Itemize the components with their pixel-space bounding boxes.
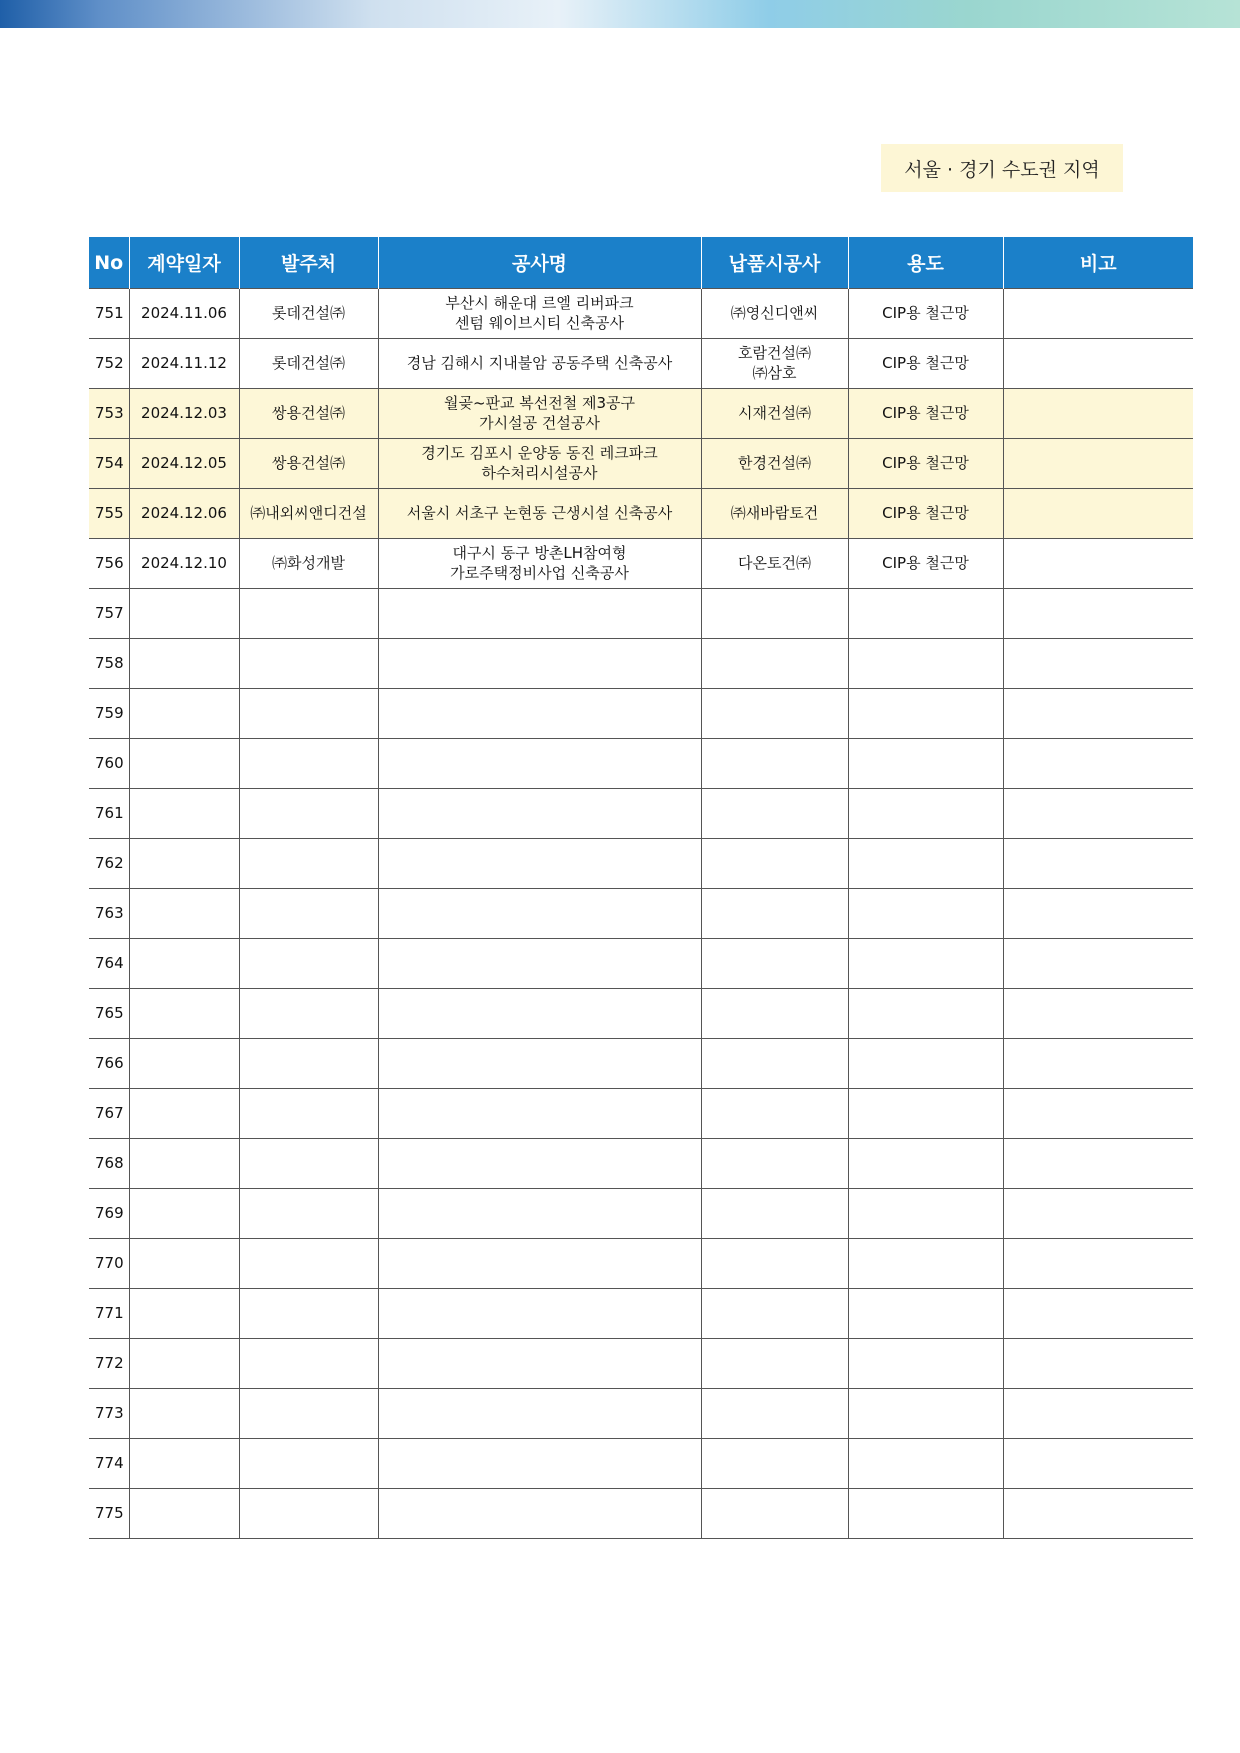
column-header-note: 비고 xyxy=(1003,237,1193,289)
cell-contractor-line: ㈜새바람토건 xyxy=(730,503,819,522)
cell-note xyxy=(1003,1239,1193,1289)
cell-date xyxy=(129,889,239,939)
cell-usage xyxy=(848,1189,1003,1239)
cell-no: 772 xyxy=(89,1339,129,1389)
cell-project xyxy=(378,639,701,689)
table-row xyxy=(89,639,1193,689)
header-gradient-band xyxy=(0,0,1240,28)
cell-contractor-line: 한경건설㈜ xyxy=(738,453,811,472)
cell-usage xyxy=(848,1439,1003,1489)
cell-no: 762 xyxy=(89,839,129,889)
cell-note xyxy=(1003,1439,1193,1489)
cell-contractor-line: ㈜영신디앤씨 xyxy=(730,303,819,322)
table-header-row xyxy=(89,237,1193,289)
cell-project xyxy=(378,1289,701,1339)
cell-project-line: 가시설공 건설공사 xyxy=(479,413,600,432)
cell-project-line: 부산시 해운대 르엘 리버파크 xyxy=(445,294,634,313)
cell-usage xyxy=(848,939,1003,989)
cell-project xyxy=(378,439,701,489)
cell-no: 767 xyxy=(89,1089,129,1139)
cell-project xyxy=(378,789,701,839)
cell-project xyxy=(378,1189,701,1239)
cell-project xyxy=(378,989,701,1039)
region-label: 서울 · 경기 수도권 지역 xyxy=(881,144,1123,192)
cell-client: 쌍용건설㈜ xyxy=(239,439,378,489)
cell-project xyxy=(378,589,701,639)
table-row xyxy=(89,739,1193,789)
cell-project xyxy=(378,289,701,339)
cell-usage xyxy=(848,1389,1003,1439)
cell-project-line: 경기도 김포시 운양동 동진 레크파크 xyxy=(421,444,658,463)
cell-client xyxy=(239,589,378,639)
cell-date xyxy=(129,689,239,739)
cell-contractor-line: 호람건설㈜ xyxy=(738,344,811,363)
table-row xyxy=(89,389,1193,439)
cell-client xyxy=(239,939,378,989)
cell-usage: CIP용 철근망 xyxy=(848,289,1003,339)
column-header-client: 발주처 xyxy=(239,237,378,289)
cell-note xyxy=(1003,339,1193,389)
cell-client: 롯데건설㈜ xyxy=(239,289,378,339)
cell-contractor xyxy=(701,1339,848,1389)
cell-project xyxy=(378,389,701,439)
cell-date xyxy=(129,1089,239,1139)
cell-no: 752 xyxy=(89,339,129,389)
cell-no: 763 xyxy=(89,889,129,939)
cell-client xyxy=(239,1339,378,1389)
cell-date xyxy=(129,1039,239,1089)
cell-date xyxy=(129,589,239,639)
cell-contractor xyxy=(701,389,848,439)
cell-project xyxy=(378,889,701,939)
cell-contractor xyxy=(701,889,848,939)
cell-client xyxy=(239,1489,378,1539)
cell-usage xyxy=(848,739,1003,789)
cell-project xyxy=(378,1239,701,1289)
table-row xyxy=(89,789,1193,839)
cell-no: 755 xyxy=(89,489,129,539)
table-row xyxy=(89,289,1193,339)
table-row xyxy=(89,1289,1193,1339)
cell-usage: CIP용 철근망 xyxy=(848,489,1003,539)
cell-note xyxy=(1003,1489,1193,1539)
cell-no: 756 xyxy=(89,539,129,589)
cell-contractor xyxy=(701,1039,848,1089)
table-row xyxy=(89,1089,1193,1139)
cell-contractor xyxy=(701,1189,848,1239)
cell-contractor xyxy=(701,1389,848,1439)
cell-usage xyxy=(848,1089,1003,1139)
cell-usage xyxy=(848,989,1003,1039)
cell-project xyxy=(378,739,701,789)
cell-no: 775 xyxy=(89,1489,129,1539)
cell-contractor xyxy=(701,1439,848,1489)
cell-contractor xyxy=(701,289,848,339)
cell-usage: CIP용 철근망 xyxy=(848,539,1003,589)
cell-date xyxy=(129,1189,239,1239)
cell-usage xyxy=(848,1339,1003,1389)
cell-contractor xyxy=(701,539,848,589)
cell-project-line: 하수처리시설공사 xyxy=(481,463,598,482)
cell-contractor xyxy=(701,489,848,539)
cell-client xyxy=(239,1039,378,1089)
cell-client xyxy=(239,839,378,889)
cell-project xyxy=(378,1089,701,1139)
cell-client xyxy=(239,989,378,1039)
column-header-project: 공사명 xyxy=(378,237,701,289)
cell-contractor xyxy=(701,989,848,1039)
cell-contractor xyxy=(701,739,848,789)
cell-contractor xyxy=(701,939,848,989)
cell-usage xyxy=(848,1039,1003,1089)
cell-client: ㈜화성개발 xyxy=(239,539,378,589)
cell-usage xyxy=(848,1139,1003,1189)
cell-date xyxy=(129,1389,239,1439)
cell-client xyxy=(239,1189,378,1239)
cell-no: 751 xyxy=(89,289,129,339)
cell-project xyxy=(378,1339,701,1389)
table-row xyxy=(89,889,1193,939)
cell-note xyxy=(1003,739,1193,789)
cell-contractor xyxy=(701,639,848,689)
table-row xyxy=(89,589,1193,639)
cell-note xyxy=(1003,889,1193,939)
cell-date xyxy=(129,839,239,889)
cell-note xyxy=(1003,989,1193,1039)
cell-note xyxy=(1003,539,1193,589)
cell-date xyxy=(129,1239,239,1289)
cell-note xyxy=(1003,839,1193,889)
cell-date xyxy=(129,939,239,989)
cell-client: 롯데건설㈜ xyxy=(239,339,378,389)
cell-contractor xyxy=(701,1089,848,1139)
cell-project xyxy=(378,489,701,539)
table-row xyxy=(89,1239,1193,1289)
cell-no: 760 xyxy=(89,739,129,789)
cell-note xyxy=(1003,639,1193,689)
cell-contractor-line: 다온토건㈜ xyxy=(738,553,811,572)
cell-project-line: 센텀 웨이브시티 신축공사 xyxy=(455,313,624,332)
cell-client xyxy=(239,1239,378,1289)
cell-contractor xyxy=(701,589,848,639)
table-row xyxy=(89,939,1193,989)
cell-usage: CIP용 철근망 xyxy=(848,339,1003,389)
cell-contractor xyxy=(701,439,848,489)
cell-usage xyxy=(848,889,1003,939)
cell-contractor xyxy=(701,1139,848,1189)
cell-no: 754 xyxy=(89,439,129,489)
cell-client: ㈜내외씨앤디건설 xyxy=(239,489,378,539)
table-row xyxy=(89,1439,1193,1489)
cell-no: 753 xyxy=(89,389,129,439)
cell-note xyxy=(1003,1289,1193,1339)
cell-no: 759 xyxy=(89,689,129,739)
cell-contractor xyxy=(701,1239,848,1289)
cell-date xyxy=(129,989,239,1039)
table-row xyxy=(89,689,1193,739)
contract-table xyxy=(89,237,1193,1539)
column-header-date: 계약일자 xyxy=(129,237,239,289)
cell-client xyxy=(239,739,378,789)
cell-date xyxy=(129,1339,239,1389)
cell-no: 769 xyxy=(89,1189,129,1239)
cell-usage xyxy=(848,589,1003,639)
column-header-no: No xyxy=(89,237,129,289)
cell-note xyxy=(1003,389,1193,439)
cell-note xyxy=(1003,289,1193,339)
cell-date xyxy=(129,1139,239,1189)
table-row xyxy=(89,1039,1193,1089)
cell-usage xyxy=(848,1489,1003,1539)
cell-contractor-line: ㈜삼호 xyxy=(752,363,797,382)
cell-date: 2024.12.05 xyxy=(129,439,239,489)
cell-client xyxy=(239,689,378,739)
cell-date: 2024.11.06 xyxy=(129,289,239,339)
cell-usage xyxy=(848,639,1003,689)
column-header-contractor: 납품시공사 xyxy=(701,237,848,289)
cell-date xyxy=(129,789,239,839)
cell-project-line: 월곶~판교 복선전철 제3공구 xyxy=(443,394,636,413)
cell-project xyxy=(378,939,701,989)
cell-note xyxy=(1003,1189,1193,1239)
cell-note xyxy=(1003,1389,1193,1439)
cell-client xyxy=(239,639,378,689)
cell-client xyxy=(239,1439,378,1489)
cell-note xyxy=(1003,1339,1193,1389)
cell-date: 2024.11.12 xyxy=(129,339,239,389)
cell-date xyxy=(129,1439,239,1489)
cell-project xyxy=(378,1139,701,1189)
cell-contractor xyxy=(701,1489,848,1539)
cell-contractor-line: 시재건설㈜ xyxy=(738,403,811,422)
cell-note xyxy=(1003,589,1193,639)
cell-client xyxy=(239,789,378,839)
table-row xyxy=(89,1389,1193,1439)
cell-client xyxy=(239,1089,378,1139)
table-row xyxy=(89,1189,1193,1239)
cell-client xyxy=(239,1389,378,1439)
cell-no: 770 xyxy=(89,1239,129,1289)
cell-project xyxy=(378,1039,701,1089)
cell-usage: CIP용 철근망 xyxy=(848,439,1003,489)
cell-usage xyxy=(848,789,1003,839)
cell-contractor xyxy=(701,789,848,839)
table-row xyxy=(89,1489,1193,1539)
cell-no: 761 xyxy=(89,789,129,839)
cell-contractor xyxy=(701,1289,848,1339)
table-row xyxy=(89,489,1193,539)
cell-project-line: 경남 김해시 지내불암 공동주택 신축공사 xyxy=(406,353,673,372)
table-row xyxy=(89,339,1193,389)
cell-no: 771 xyxy=(89,1289,129,1339)
cell-note xyxy=(1003,1039,1193,1089)
table-row xyxy=(89,439,1193,489)
cell-date: 2024.12.03 xyxy=(129,389,239,439)
cell-usage xyxy=(848,1239,1003,1289)
cell-project xyxy=(378,539,701,589)
cell-contractor xyxy=(701,689,848,739)
cell-no: 774 xyxy=(89,1439,129,1489)
cell-note xyxy=(1003,939,1193,989)
cell-no: 765 xyxy=(89,989,129,1039)
cell-date xyxy=(129,1289,239,1339)
cell-date xyxy=(129,1489,239,1539)
cell-note xyxy=(1003,1139,1193,1189)
cell-client xyxy=(239,889,378,939)
cell-note xyxy=(1003,689,1193,739)
cell-project-line: 가로주택정비사업 신축공사 xyxy=(450,563,629,582)
cell-usage xyxy=(848,839,1003,889)
cell-contractor xyxy=(701,839,848,889)
cell-usage: CIP용 철근망 xyxy=(848,389,1003,439)
table-row xyxy=(89,989,1193,1039)
table-row xyxy=(89,1339,1193,1389)
cell-no: 768 xyxy=(89,1139,129,1189)
cell-contractor xyxy=(701,339,848,389)
cell-usage xyxy=(848,689,1003,739)
cell-client xyxy=(239,1139,378,1189)
cell-no: 757 xyxy=(89,589,129,639)
table-row xyxy=(89,1139,1193,1189)
cell-project xyxy=(378,1489,701,1539)
cell-project xyxy=(378,339,701,389)
cell-date: 2024.12.06 xyxy=(129,489,239,539)
column-header-usage: 용도 xyxy=(848,237,1003,289)
cell-no: 758 xyxy=(89,639,129,689)
cell-client: 쌍용건설㈜ xyxy=(239,389,378,439)
cell-no: 773 xyxy=(89,1389,129,1439)
cell-note xyxy=(1003,789,1193,839)
cell-note xyxy=(1003,439,1193,489)
cell-note xyxy=(1003,1089,1193,1139)
cell-date xyxy=(129,639,239,689)
cell-project xyxy=(378,1389,701,1439)
cell-project xyxy=(378,689,701,739)
cell-no: 764 xyxy=(89,939,129,989)
cell-date: 2024.12.10 xyxy=(129,539,239,589)
cell-client xyxy=(239,1289,378,1339)
cell-date xyxy=(129,739,239,789)
cell-no: 766 xyxy=(89,1039,129,1089)
cell-project xyxy=(378,839,701,889)
cell-note xyxy=(1003,489,1193,539)
table-row xyxy=(89,839,1193,889)
cell-usage xyxy=(848,1289,1003,1339)
table-body xyxy=(89,289,1193,1539)
cell-project-line: 서울시 서초구 논현동 근생시설 신축공사 xyxy=(406,503,673,522)
cell-project-line: 대구시 동구 방촌LH참여형 xyxy=(452,544,627,563)
cell-project xyxy=(378,1439,701,1489)
table-row xyxy=(89,539,1193,589)
